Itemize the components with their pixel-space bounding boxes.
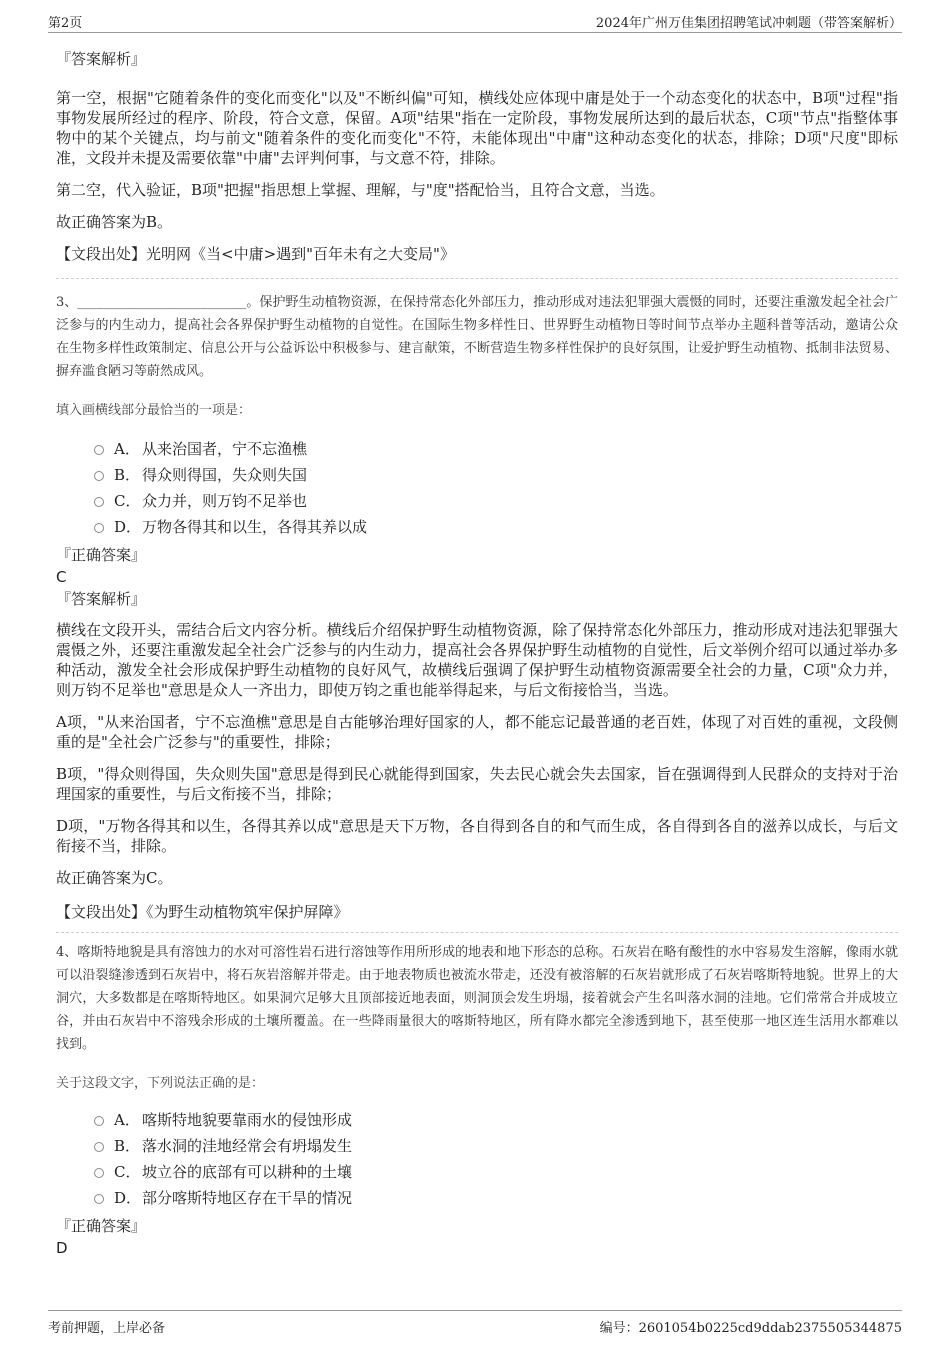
analysis-label: 『答案解析』	[56, 50, 147, 68]
question-number: 4、	[56, 945, 78, 960]
question-4-stem	[56, 941, 898, 1056]
page-number: 第2页	[48, 16, 83, 31]
source-citation: 【文段出处】《为野生动植物筑牢保护屏障》	[56, 903, 349, 921]
radio-icon[interactable]	[94, 523, 104, 533]
correct-answer-label: 『正确答案』	[56, 1217, 147, 1235]
option-a[interactable]: A． 从来治国者，宁不忘渔樵	[56, 436, 898, 462]
analysis-label: 『答案解析』	[56, 590, 147, 608]
question-text: 喀斯特地貌是具有溶蚀力的水对可溶性岩石进行溶蚀等作用所形成的地表和地下形态的总称。石灰岩在略有酸性的水中容易发生溶解，像雨水就可以沿裂缝渗透到石灰岩中，将石灰岩溶解并带走。由于地表物质也被流水带走，还没有被溶解的石灰岩就形成了石灰岩喀斯特地貌。世界上的大洞穴，大多数都是在喀斯特地区。如果洞穴足够大且顶部接近地表面，则洞顶会发生坍塌，接着就会产生名叫落水洞的洼地。它们常常合并成坡立谷，并由石灰岩中不溶残余形成的土壤所覆盖。在一些降雨量很大的喀斯特地区，所有降水都完全渗透到地下，甚至使那一地区连生活用水都难以找到。	[56, 945, 898, 1052]
question-4-options	[56, 1107, 898, 1211]
analysis-conclusion: 故正确答案为B。	[56, 213, 173, 231]
page-content	[56, 38, 898, 1259]
option-a[interactable]: A． 喀斯特地貌要靠雨水的侵蚀形成	[56, 1107, 898, 1133]
page-footer	[48, 1310, 902, 1341]
radio-icon[interactable]	[94, 1194, 104, 1204]
radio-icon[interactable]	[94, 445, 104, 455]
analysis-paragraph: 第一空，根据"它随着条件的变化而变化"以及"不断纠偏"可知，横线处应体现中庸是处于一个动态变化的状态中，B项"过程"指事物发展所经过的程序、阶段，符合文意，保留。A项"结果"指在一定阶段，事物发展所达到的最后状态，C项"节点"指整体事物中的某个关键点，均与前文"随着条件的变化而变化"不符，未能体现出"中庸"这种动态变化的状态，排除；D项"尺度"即标准，文段并未提及需要依靠"中庸"去评判何事，与文意不符，排除。	[56, 89, 898, 167]
page-header	[48, 8, 902, 33]
source-citation: 【文段出处】光明网《当<中庸>遇到"百年未有之大变局"》	[56, 245, 455, 263]
divider	[56, 932, 898, 933]
question-number: 3、	[56, 295, 78, 310]
correct-answer: C	[56, 568, 67, 586]
analysis-paragraph: B项，"得众则得国，失众则失国"意思是得到民心就能得到国家，失去民心就会失去国家，旨在强调得到人民群众的支持对于治理国家的重要性，与后文衔接不当，排除；	[56, 765, 898, 803]
question-prompt: 填入画横线部分最恰当的一项是：	[56, 403, 252, 418]
radio-icon[interactable]	[94, 471, 104, 481]
divider	[56, 278, 898, 279]
option-b[interactable]: B． 得众则得国，失众则失国	[56, 462, 898, 488]
question-prompt: 关于这段文字，下列说法正确的是：	[56, 1076, 265, 1091]
radio-icon[interactable]	[94, 1142, 104, 1152]
fill-blank: __________________________	[77, 295, 247, 310]
analysis-paragraph: 横线在文段开头，需结合后文内容分析。横线后介绍保护野生动植物资源，除了保持常态化外部压力，推动形成对违法犯罪强大震慑之外，还要注重激发起全社会广泛参与的内生动力，提高社会各界保护野生动植物的自觉性，后文举例介绍可以通过举办多种活动，激发全社会形成保护野生动植物的良好风气，故横线后强调了保护野生动植物资源需要全社会的力量，C项"众力并，则万钧不足举也"意思是众人一齐出力，即使万钧之重也能举得起来，与后文衔接恰当，当选。	[56, 621, 898, 699]
footer-slogan: 考前押题，上岸必备	[48, 1321, 166, 1336]
question-3-stem	[56, 291, 898, 383]
analysis-conclusion: 故正确答案为C。	[56, 869, 173, 887]
option-c[interactable]: C． 坡立谷的底部有可以耕种的土壤	[56, 1159, 898, 1185]
document-title: 2024年广州万佳集团招聘笔试冲刺题（带答案解析）	[595, 16, 902, 31]
radio-icon[interactable]	[94, 1168, 104, 1178]
option-b[interactable]: B． 落水洞的洼地经常会有坍塌发生	[56, 1133, 898, 1159]
option-c[interactable]: C． 众力并，则万钧不足举也	[56, 488, 898, 514]
analysis-paragraph: 第二空，代入验证，B项"把握"指思想上掌握、理解，与"度"搭配恰当，且符合文意，当选。	[56, 181, 665, 199]
analysis-paragraph: A项，"从来治国者，宁不忘渔樵"意思是自古能够治理好国家的人，都不能忘记最普通的老百姓，体现了对百姓的重视，文段侧重的是"全社会广泛参与"的重要性，排除；	[56, 713, 898, 751]
document-id: 编号：2601054b0225cd9ddab2375505344875	[599, 1321, 902, 1336]
question-text: 。保护野生动植物资源，在保持常态化外部压力，推动形成对违法犯罪强大震慑的同时，还要注重激发起全社会广泛参与的内生动力，提高社会各界保护野生动植物的自觉性。在国际生物多样性日、世界野生动植物日等时间节点举办主题科普等活动，邀请公众在生物多样性政策制定、信息公开与公益诉讼中积极参与、建言献策，不断营造生物多样性保护的良好氛围，让爱护野生动植物、抵制非法贸易、摒弃滥食陋习等蔚然成风。	[56, 295, 898, 379]
correct-answer-label: 『正确答案』	[56, 546, 147, 564]
option-d[interactable]: D． 部分喀斯特地区存在干旱的情况	[56, 1185, 898, 1211]
option-d[interactable]: D． 万物各得其和以生，各得其养以成	[56, 514, 898, 540]
analysis-paragraph: D项，"万物各得其和以生，各得其养以成"意思是天下万物，各自得到各自的和气而生成，各自得到各自的滋养以成长，与后文衔接不当，排除。	[56, 817, 898, 855]
question-3-options	[56, 436, 898, 540]
correct-answer: D	[56, 1239, 68, 1257]
radio-icon[interactable]	[94, 497, 104, 507]
radio-icon[interactable]	[94, 1116, 104, 1126]
